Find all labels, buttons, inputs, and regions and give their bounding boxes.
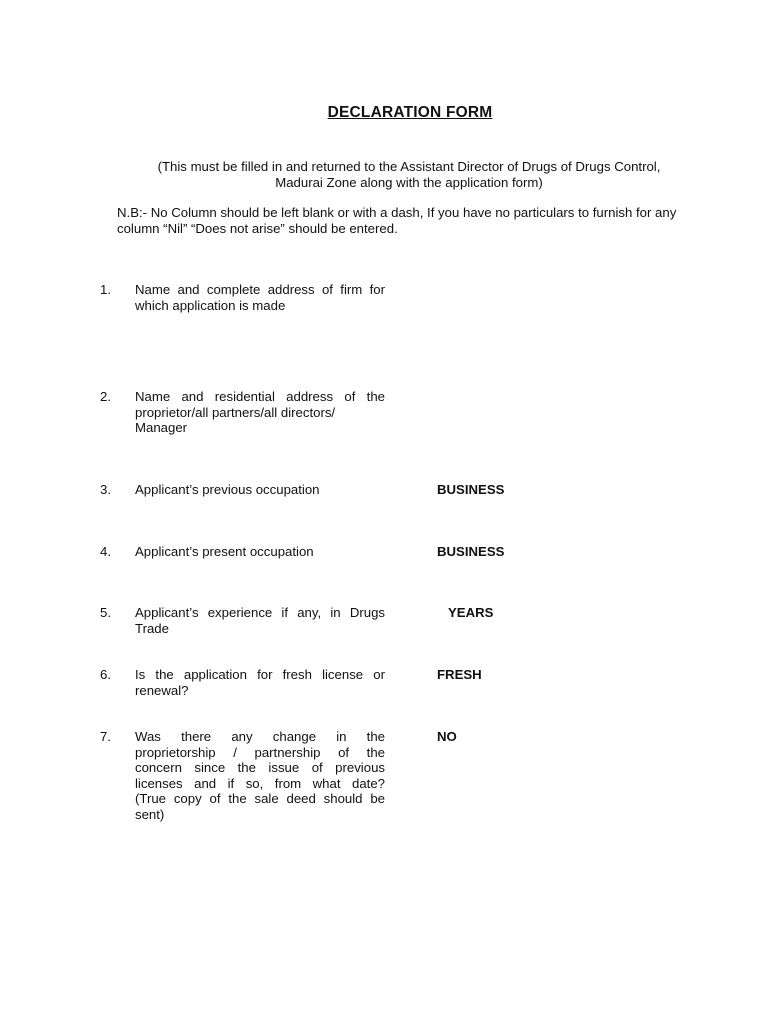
item-question: Was there any change in the proprietorship / partnership of the concern since the issue of previous licenses and if so, from what date? (True copy of the sale deed should be sent) (135, 729, 385, 822)
item-question: Applicant’s present occupation (135, 544, 314, 559)
item-number: 3. (100, 482, 111, 497)
form-note: N.B:- No Column should be left blank or with a dash, If you have no particulars to furnish for any column “Nil” “Does not arise” should be entered. (117, 205, 677, 236)
item-question: Name and complete address of firm for which application is made (135, 282, 385, 313)
item-answer-7: NO (437, 729, 457, 744)
item-question: Is the application for fresh license or renewal? (135, 667, 385, 698)
item-question: Name and residential address of the proprietor/all partners/all directors/ Manager (135, 389, 385, 435)
item-number: 1. (100, 282, 111, 297)
item-answer-5: YEARS (448, 605, 494, 620)
item-answer-3: BUSINESS (437, 482, 505, 497)
item-number: 2. (100, 389, 111, 404)
item-question: Applicant’s experience if any, in Drugs Trade (135, 605, 385, 636)
item-question: Applicant’s previous occupation (135, 482, 320, 497)
item-answer-6: FRESH (437, 667, 482, 682)
item-answer-4: BUSINESS (437, 544, 505, 559)
item-number: 7. (100, 729, 111, 744)
form-title: DECLARATION FORM (327, 104, 493, 121)
item-number: 5. (100, 605, 111, 620)
item-number: 4. (100, 544, 111, 559)
form-instructions: (This must be filled in and returned to the Assistant Director of Drugs of Drugs Control, Madurai Zone along with the application form) (157, 159, 661, 190)
item-number: 6. (100, 667, 111, 682)
